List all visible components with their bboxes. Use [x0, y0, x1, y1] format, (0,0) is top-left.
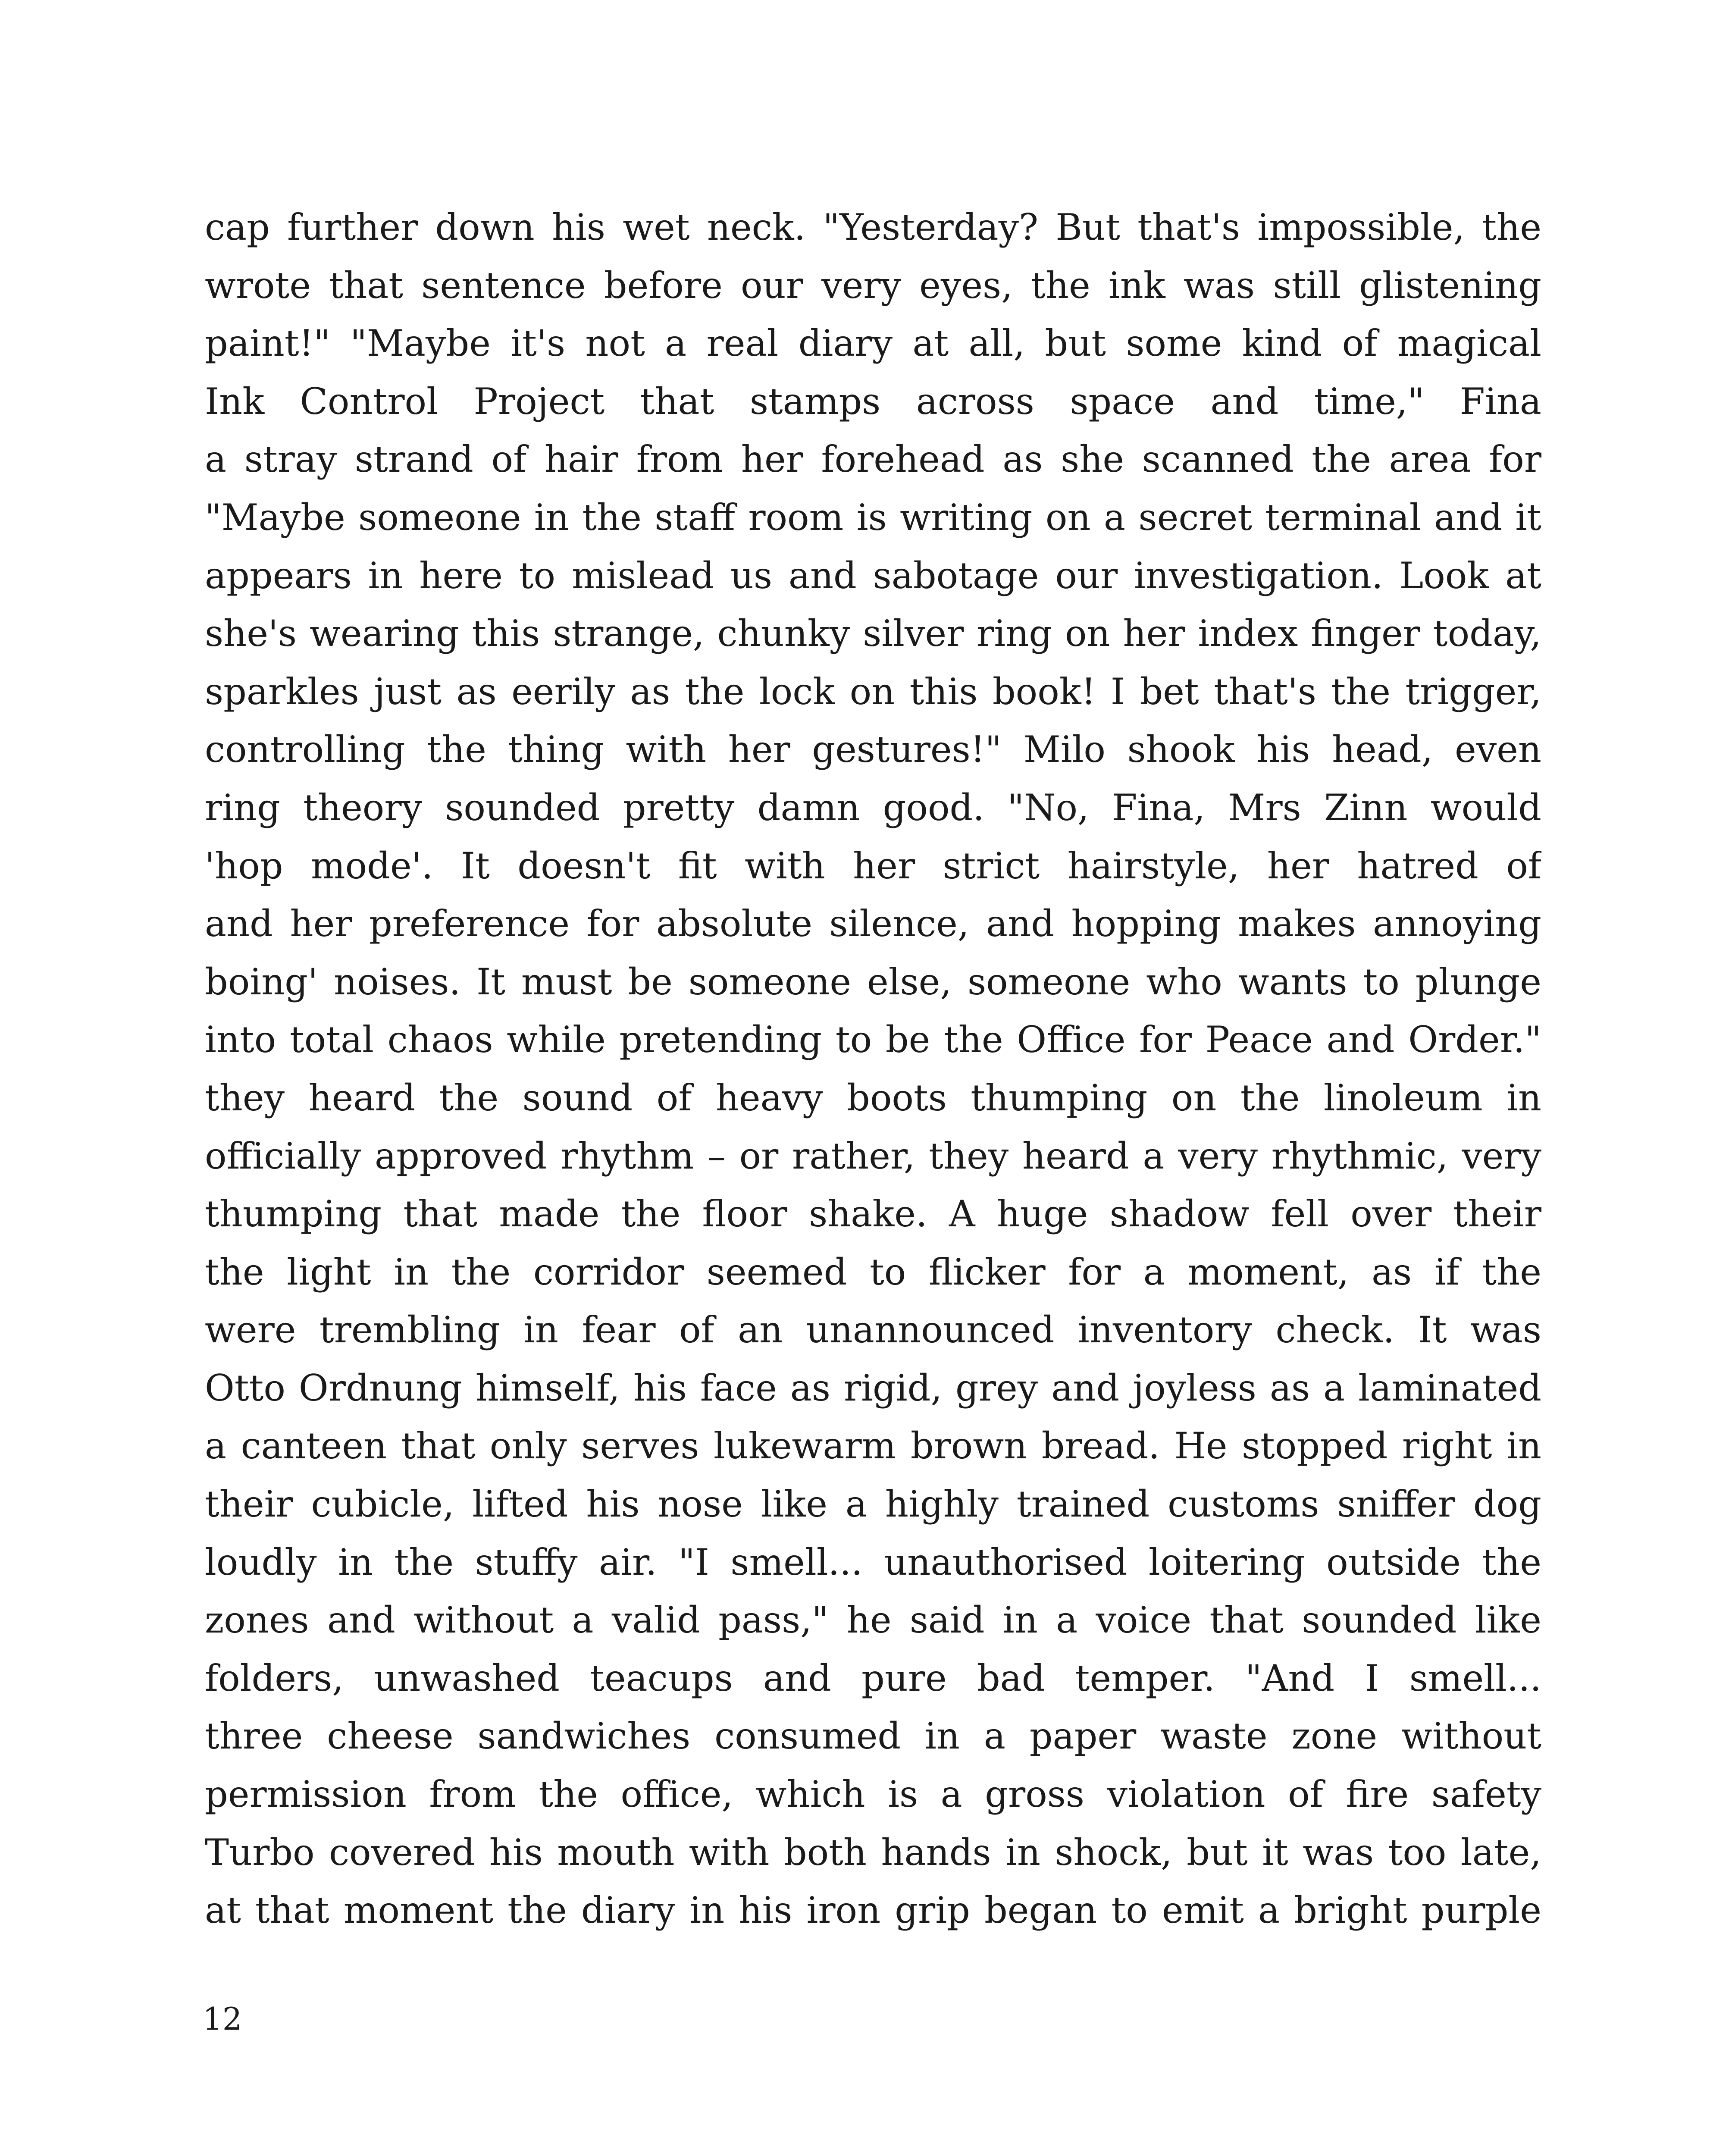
text-line: Turbo covered his mouth with both hands in shock, but it was too late, — [205, 1831, 1541, 1874]
text-line: loudly in the stuffy air. "I smell... unauthorised loitering outside the — [205, 1541, 1541, 1583]
text-line: were trembling in fear of an unannounced inventory check. It was — [205, 1309, 1541, 1351]
text-line: three cheese sandwiches consumed in a paper waste zone without — [205, 1715, 1541, 1758]
text-line: Ink Control Project that stamps across space and time," Fina — [205, 380, 1541, 423]
body-text — [205, 198, 1541, 1940]
text-line: zones and without a valid pass," he said in a voice that sounded like — [205, 1599, 1541, 1642]
text-line: sparkles just as eerily as the lock on this book! I bet that's the trigger, — [205, 670, 1541, 713]
text-line: cap further down his wet neck. "Yesterday? But that's impossible, the — [205, 206, 1541, 248]
text-line: a canteen that only serves lukewarm brown bread. He stopped right in — [205, 1425, 1541, 1467]
text-line: the light in the corridor seemed to flicker for a moment, as if the — [205, 1250, 1541, 1293]
text-line: they heard the sound of heavy boots thumping on the linoleum in — [205, 1076, 1541, 1119]
text-line: paint!" "Maybe it's not a real diary at all, but some kind of magical — [205, 322, 1541, 365]
text-line: controlling the thing with her gestures!" Milo shook his head, even — [205, 728, 1541, 771]
text-line: permission from the office, which is a gross violation of fire safety — [205, 1773, 1541, 1816]
text-line: their cubicle, lifted his nose like a highly trained customs sniffer dog — [205, 1483, 1541, 1526]
text-line: wrote that sentence before our very eyes, the ink was still glistening — [205, 264, 1541, 307]
text-line: a stray strand of hair from her forehead as she scanned the area for — [205, 438, 1541, 481]
text-line: 'hop mode'. It doesn't fit with her strict hairstyle, her hatred of — [205, 844, 1541, 887]
text-line: thumping that made the floor shake. A huge shadow fell over their — [205, 1193, 1541, 1235]
text-line: and her preference for absolute silence, and hopping makes annoying — [205, 903, 1541, 945]
text-line: ring theory sounded pretty damn good. "No, Fina, Mrs Zinn would — [205, 786, 1541, 829]
text-line: into total chaos while pretending to be the Office for Peace and Order." — [205, 1018, 1541, 1061]
text-line: she's wearing this strange, chunky silver ring on her index finger today, — [205, 612, 1541, 655]
text-line: "Maybe someone in the staff room is writing on a secret terminal and it — [205, 496, 1541, 539]
text-line: officially approved rhythm – or rather, they heard a very rhythmic, very — [205, 1134, 1541, 1177]
page-number: 12 — [203, 2001, 242, 2037]
text-line: Otto Ordnung himself, his face as rigid, grey and joyless as a laminated — [205, 1366, 1541, 1409]
text-line: appears in here to mislead us and sabotage our investigation. Look at — [205, 554, 1541, 597]
text-line: at that moment the diary in his iron grip began to emit a bright purple — [205, 1889, 1541, 1932]
text-line: folders, unwashed teacups and pure bad temper. "And I smell... — [205, 1657, 1541, 1699]
text-line: boing' noises. It must be someone else, someone who wants to plunge — [205, 960, 1541, 1003]
